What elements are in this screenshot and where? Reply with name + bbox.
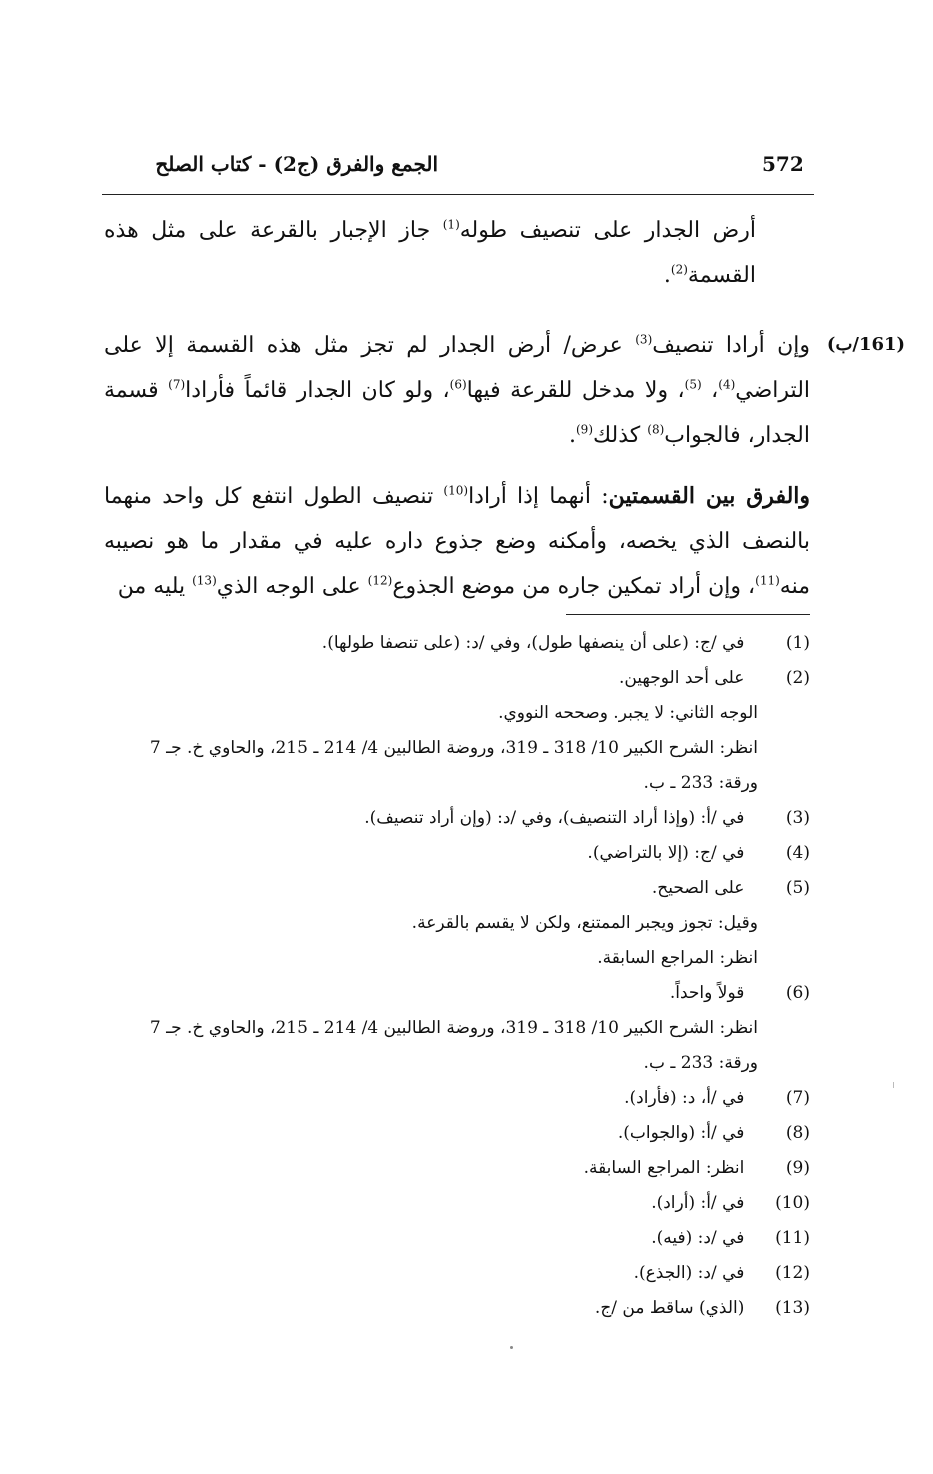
footnotes-list bbox=[104, 626, 810, 1326]
footnote-text: على الصحيح. bbox=[651, 878, 745, 898]
footnote-text: انظر: المراجع السابقة. bbox=[583, 1158, 745, 1178]
footnote-item bbox=[104, 1081, 810, 1116]
footnote-text: قولاً واحداً. bbox=[669, 983, 745, 1003]
text-run: جاز الإجبار بالقرعة على مثل هذه القسمة bbox=[104, 218, 756, 288]
scan-speck bbox=[510, 1346, 513, 1349]
text-run: يليه من bbox=[117, 574, 193, 599]
scan-edge-mark bbox=[893, 1082, 894, 1088]
footnote-text: الوجه الثاني: لا يجبر. وصححه النووي. bbox=[498, 703, 758, 723]
text-run: أرض الجدار على تنصيف طوله bbox=[459, 218, 756, 243]
footnote-number: (10) bbox=[775, 1193, 810, 1213]
footnote-number: (1) bbox=[785, 633, 810, 653]
footnote-continuation bbox=[104, 1046, 810, 1081]
footnote-number: (4) bbox=[785, 843, 810, 863]
footnote-continuation bbox=[104, 906, 810, 941]
footnote-continuation bbox=[104, 731, 810, 766]
footnote-text: انظر: الشرح الكبير 10/ 318 ـ 319، وروضة الطالبين 4/ 214 ـ 215، والحاوي خ. جـ 7 bbox=[149, 1018, 758, 1038]
footnote-ref: (10) bbox=[443, 483, 469, 498]
footnote-number: (12) bbox=[775, 1263, 810, 1283]
footnote-item bbox=[104, 1256, 810, 1291]
footnote-continuation bbox=[104, 941, 810, 976]
footnote-text: انظر: المراجع السابقة. bbox=[597, 948, 758, 968]
footnote-ref: (13) bbox=[192, 573, 217, 588]
text-run: قسمة الجدار، فالجواب bbox=[104, 378, 810, 448]
footnote-text: في /أ: (أراد). bbox=[651, 1193, 745, 1213]
footnote-number: (13) bbox=[775, 1298, 810, 1318]
footnote-number: (9) bbox=[785, 1158, 810, 1178]
footnote-text: في /أ: (والجواب). bbox=[617, 1123, 745, 1143]
footnote-text: انظر: الشرح الكبير 10/ 318 ـ 319، وروضة الطالبين 4/ 214 ـ 215، والحاوي خ. جـ 7 bbox=[149, 738, 758, 758]
footnote-text: على أحد الوجهين. bbox=[618, 668, 745, 688]
footnote-item bbox=[104, 1151, 810, 1186]
footnote-text: وقيل: تجوز ويجبر الممتنع، ولكن لا يقسم بالقرعة. bbox=[411, 913, 758, 933]
footnote-text: في /ج: (على أن ينصفها طول)، وفي /د: (على تنصفا طولها). bbox=[321, 633, 745, 653]
footnote-number: (7) bbox=[785, 1088, 810, 1108]
text-run: ، ولا مدخل للقرعة فيها bbox=[466, 378, 685, 403]
footnote-continuation bbox=[104, 766, 810, 801]
footnote-text: ورقة: 233 ـ ب. bbox=[643, 1053, 758, 1073]
text-run: تنصيف الطول انتفع كل واحد منهما بالنصف الذي يخصه، وأمكنه وضع جذوع داره عليه في مقدار ما هو نصيبه منه bbox=[104, 484, 810, 599]
header-rule bbox=[102, 194, 814, 195]
footnote-item bbox=[104, 801, 810, 836]
footnote-ref: (9) bbox=[575, 422, 593, 437]
footnote-number: (2) bbox=[785, 668, 810, 688]
footnote-item bbox=[104, 1221, 810, 1256]
footnote-item bbox=[104, 871, 810, 906]
footnote-item bbox=[104, 626, 810, 661]
footnote-number: (6) bbox=[785, 983, 810, 1003]
footnote-separator bbox=[566, 614, 810, 615]
footnote-ref: (3) bbox=[635, 332, 653, 347]
footnote-ref: (4) bbox=[718, 377, 736, 392]
text-run: : أنهما إذا أرادا bbox=[468, 484, 609, 509]
footnote-item bbox=[104, 976, 810, 1011]
text-run: . bbox=[663, 263, 671, 288]
footnote-text: في /د: (فيه). bbox=[651, 1228, 745, 1248]
paragraph-2 bbox=[104, 323, 810, 458]
page-number: 572 bbox=[762, 152, 804, 176]
text-run: . bbox=[568, 423, 576, 448]
footnote-text: في /أ، د: (فأراد). bbox=[624, 1088, 745, 1108]
running-title: الجمع والفرق (ج2) - كتاب الصلح bbox=[155, 152, 438, 176]
footnote-ref: (7) bbox=[168, 377, 186, 392]
footnote-text: ورقة: 233 ـ ب. bbox=[643, 773, 758, 793]
footnote-item bbox=[104, 1116, 810, 1151]
text-run: على الوجه الذي bbox=[216, 574, 368, 599]
footnote-number: (5) bbox=[785, 878, 810, 898]
paragraph-1 bbox=[104, 208, 756, 298]
footnote-text: في /د: (الجذع). bbox=[633, 1263, 745, 1283]
margin-folio-note: (161/ب) bbox=[826, 334, 906, 355]
footnote-item bbox=[104, 661, 810, 696]
footnote-text: (الذي) ساقط من /ج. bbox=[594, 1298, 745, 1318]
lead-phrase: والفرق بين القسمتين bbox=[608, 483, 811, 509]
footnote-continuation bbox=[104, 696, 810, 731]
footnote-continuation bbox=[104, 1011, 810, 1046]
footnote-item bbox=[104, 1291, 810, 1326]
text-run: ، bbox=[701, 378, 719, 403]
footnote-ref: (11) bbox=[755, 573, 780, 588]
text-run: كذلك bbox=[593, 423, 648, 448]
footnote-ref: (5) bbox=[684, 377, 702, 392]
footnote-ref: (8) bbox=[647, 422, 665, 437]
paragraph-3 bbox=[104, 474, 810, 609]
text-run: وإن أرادا تنصيف bbox=[652, 333, 811, 358]
footnote-number: (3) bbox=[785, 808, 810, 828]
footnote-item bbox=[104, 1186, 810, 1221]
text-run: ، ولو كان الجدار قائماً فأرادا bbox=[185, 378, 450, 403]
footnote-ref: (6) bbox=[449, 377, 467, 392]
text-run: عرض/ أرض الجدار لم تجز مثل هذه القسمة إلا على التراضي bbox=[104, 333, 811, 403]
footnote-text: في /ج: (إلا بالتراضي). bbox=[587, 843, 745, 863]
footnote-ref: (1) bbox=[442, 217, 460, 232]
text-run: ، وإن أراد تمكين جاره من موضع الجذوع bbox=[392, 574, 756, 599]
footnote-number: (8) bbox=[785, 1123, 810, 1143]
footnote-ref: (2) bbox=[670, 262, 688, 277]
footnote-text: في /أ: (وإذا أراد التنصيف)، وفي /د: (وإن أراد تنصيف). bbox=[364, 808, 745, 828]
footnote-ref: (12) bbox=[367, 573, 393, 588]
footnote-number: (11) bbox=[775, 1228, 810, 1248]
footnote-item bbox=[104, 836, 810, 871]
